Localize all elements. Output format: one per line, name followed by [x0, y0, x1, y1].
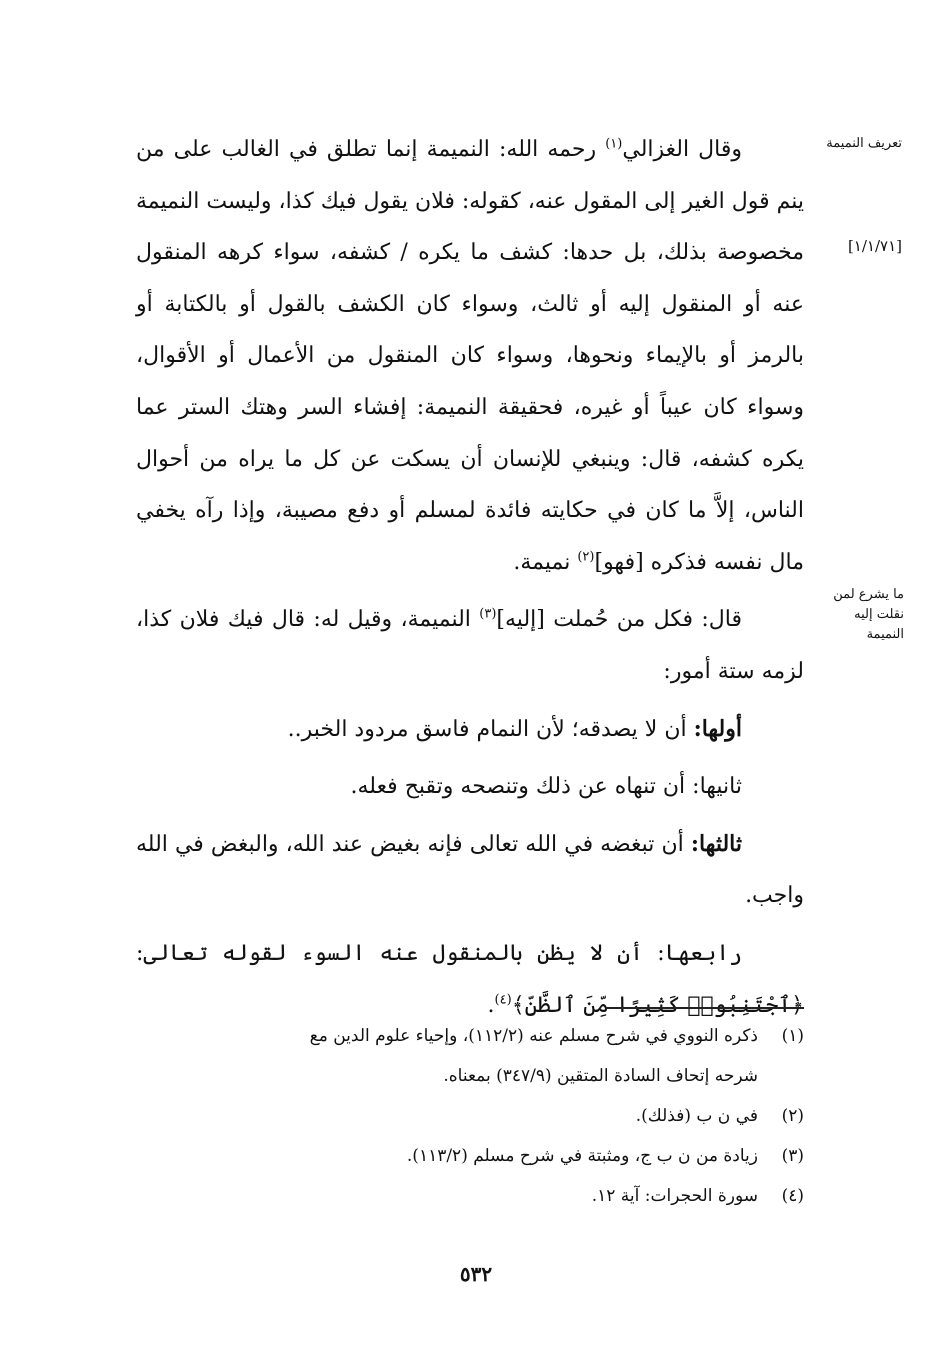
- main-text: [136, 124, 804, 1031]
- paragraph-six-duties: قال: فكل من حُملت [إليه]$^{(٣)}$ النميمة، وقيل له: قال فيك فلان كذا، لزمه ستة أمور:: [136, 607, 804, 684]
- footnote-2: (٢)في ن ب (فذلك).: [635, 1106, 804, 1126]
- margin-note-duties: ما يشرع لمن نقلت إليه النميمة: [833, 587, 904, 642]
- footnote-ref-4: (٤): [494, 992, 512, 1008]
- footnotes: [136, 1016, 804, 1216]
- duty-item-4: رابعها: أن لا يظن بالمنقول عنه السوء لقوله تعالى: ﴿ٱجْتَنِبُوا۟ كَثِيرًا مِّنَ ٱلظَّنِّ﴾$^{(٤)}$.: [136, 940, 804, 1018]
- duty-item-3: ثالثها: أن تبغضه في الله تعالى فإنه بغيض عند الله، والبغض في الله واجب.: [136, 830, 804, 909]
- duty-item-2: ثانيها: أن تنهاه عن ذلك وتنصحه وتقبح فعله.: [350, 774, 742, 800]
- footnote-3: (٣)زيادة من ن ب ج، ومثبتة في شرح مسلم (١١٣/٢).: [406, 1146, 804, 1166]
- footnote-divider: [606, 1007, 804, 1009]
- paragraph-ghazali: وقال الغزالي$^{(١)}$ رحمه الله: النميمة إنما تطلق في الغالب على من ينم قول الغير إلى المقول عنه، كقوله: فلان يقول فيك كذا، وليست النميمة مخصوصة بذلك، بل حدها: كشف ما يكره / كشفه، سواء كرهه المنقول عنه أو المنقول إليه أو ثالث، وسواء كان الكشف بالقول أو بالكتابة أو بالرمز أو بالإيماء ونحوها، وسواء كان المنقول من الأعمال أو الأقوال، وسواء كان عيباً أو غيره، فحقيقة النميمة: إفشاء السر وهتك الستر عما يكره كشفه، قال: وينبغي للإنسان أن يسكت عن كل ما يراه من أحوال الناس، إلاَّ ما كان في حكايته فائدة لمسلم أو دفع مصيبة، وإذا رآه يخفي مال نفسه فذكره [فهو]$^{(٢)}$ نميمة.: [136, 136, 804, 575]
- footnote-1-continuation: شرحه إتحاف السادة المتقين (٣٤٧/٩) بمعناه.: [443, 1066, 758, 1086]
- footnote-ref-1: (١): [605, 136, 623, 152]
- footnote-4: (٤)سورة الحجرات: آية ١٢.: [591, 1186, 804, 1206]
- footnote-1: (١)ذكره النووي في شرح مسلم عنه (١١٢/٢)، وإحياء علوم الدين مع: [309, 1026, 804, 1046]
- duty-item-1: أولها: أن لا يصدقه؛ لأن النمام فاسق مردود الخبر..: [287, 715, 742, 742]
- page-number: ٥٣٢: [459, 1262, 493, 1286]
- margin-note-definition: تعريف النميمة: [826, 136, 902, 151]
- footnote-ref-3: (٣): [479, 607, 497, 623]
- margin-note-reference: [١/١/٧١]: [847, 237, 902, 255]
- footnote-ref-2: (٢): [577, 549, 595, 565]
